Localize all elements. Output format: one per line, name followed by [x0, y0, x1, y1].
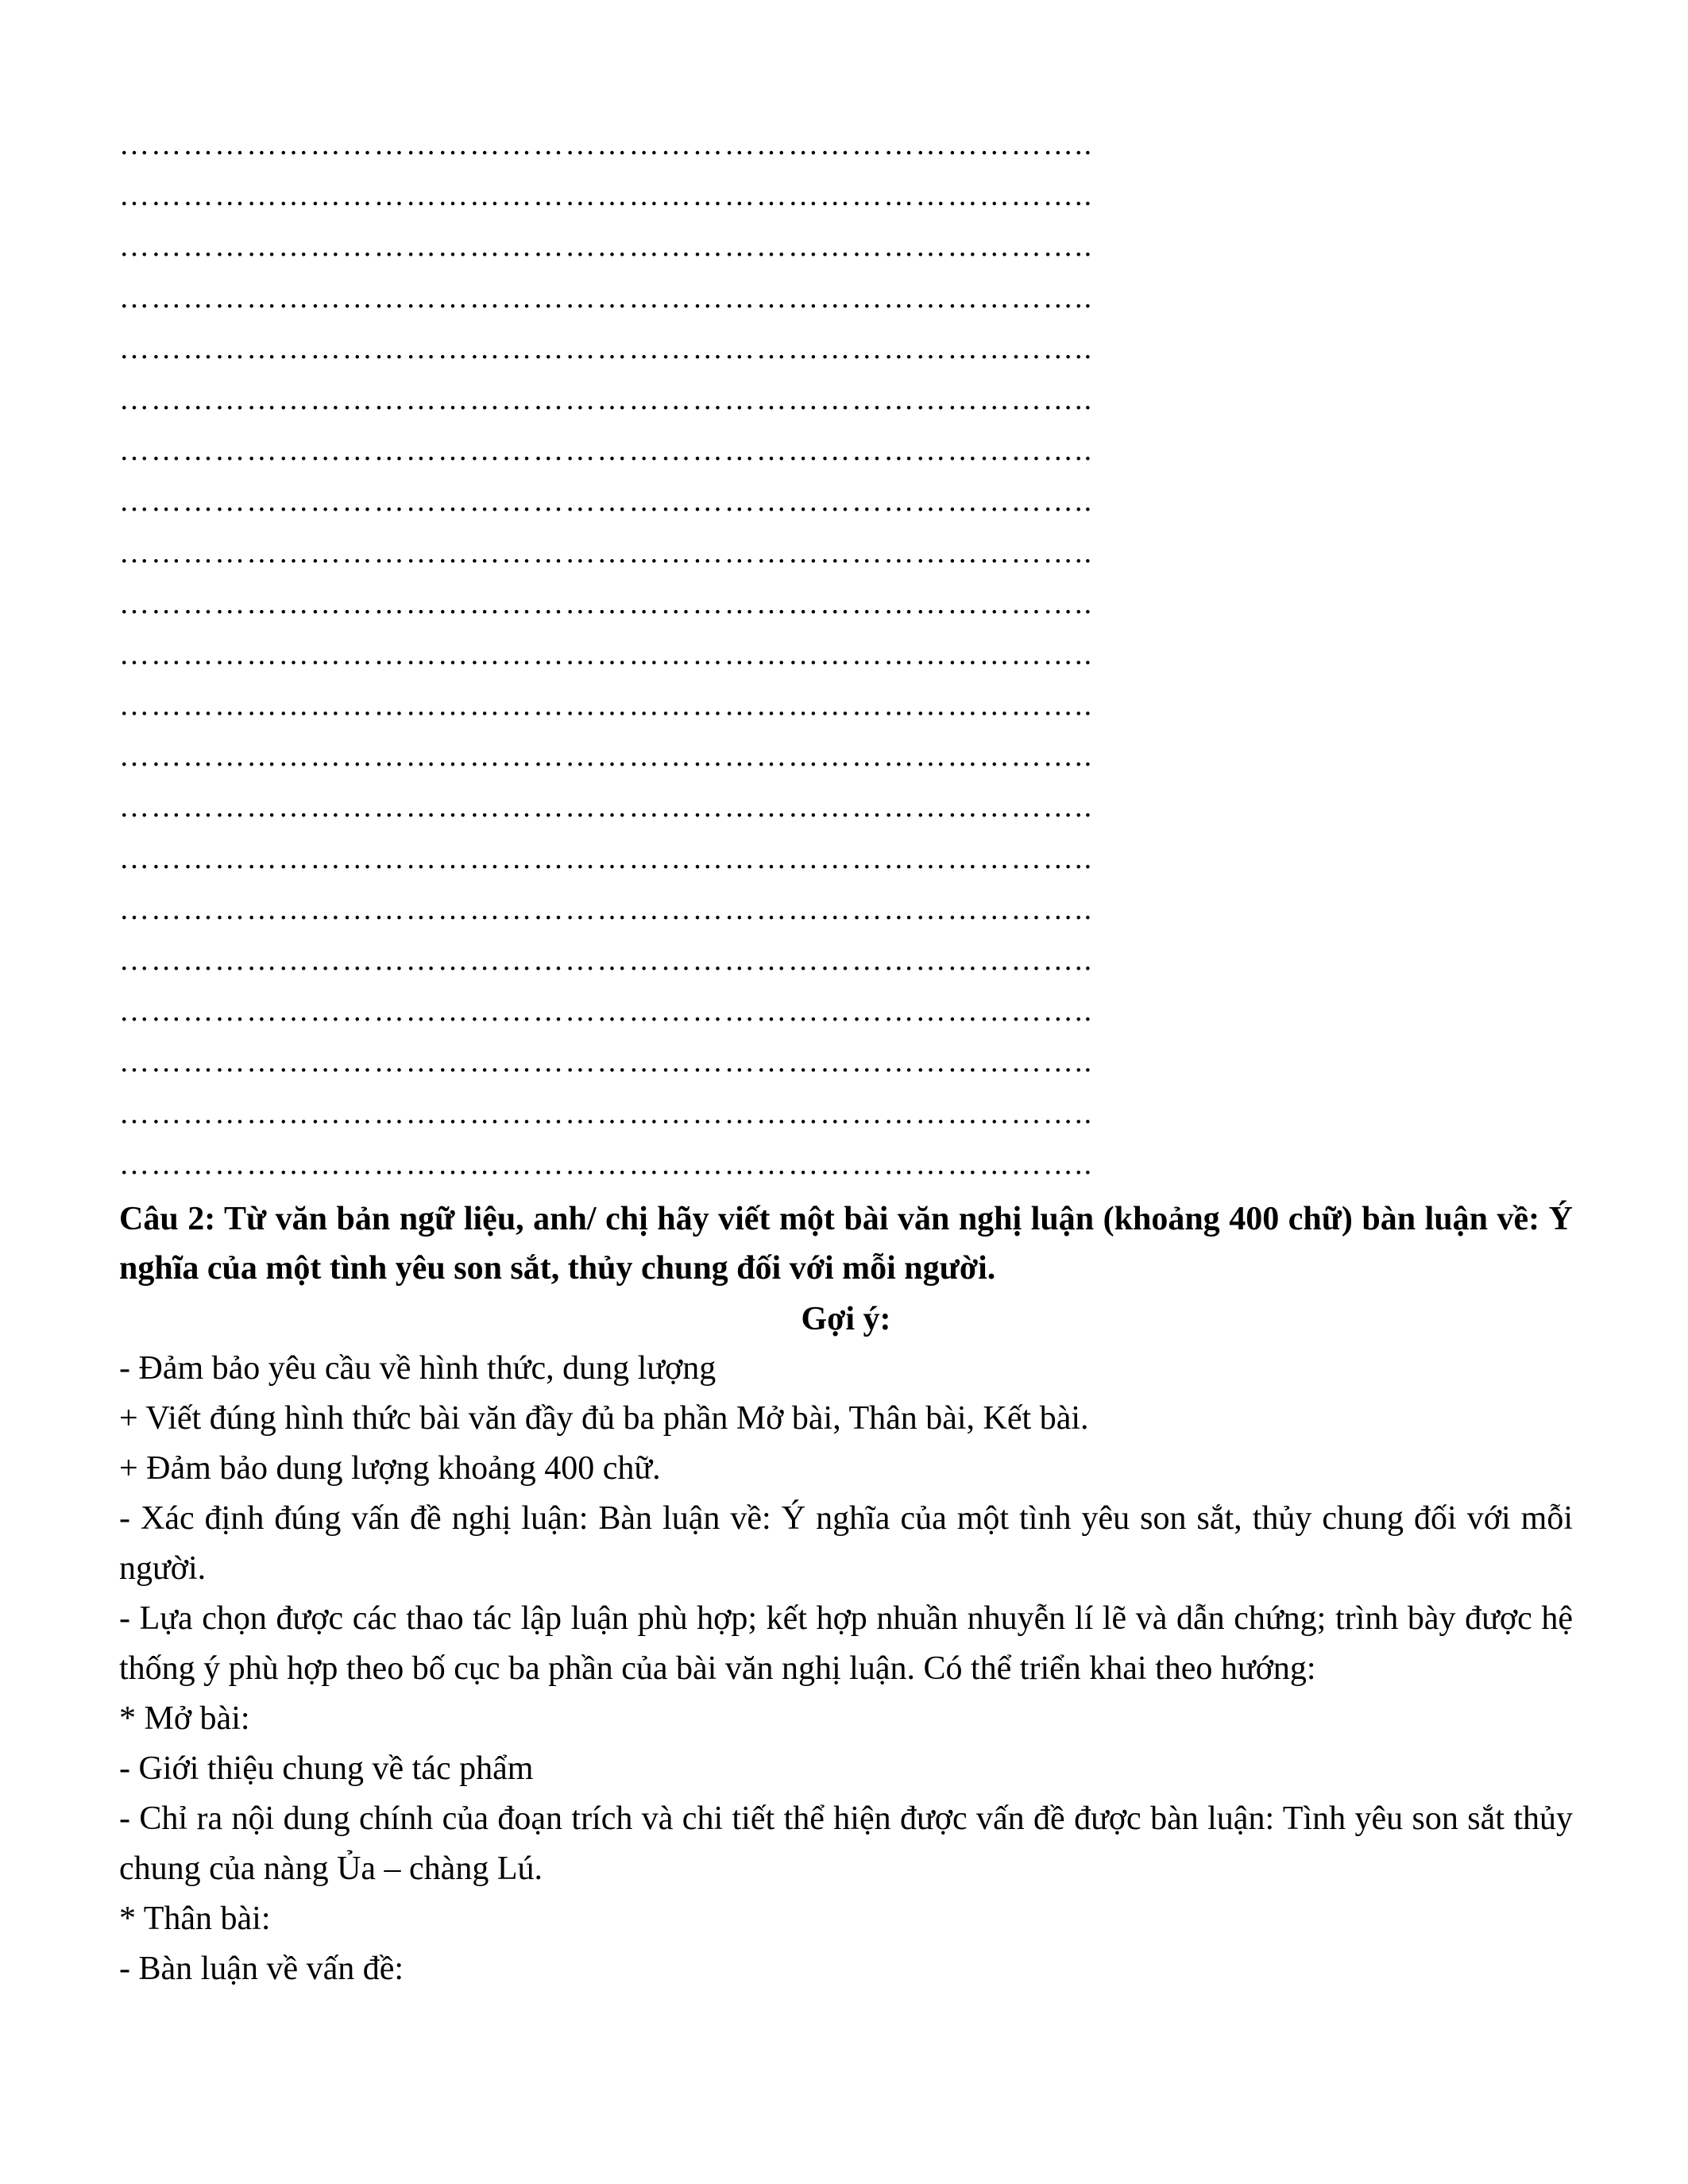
- dotted-line: ………………………………………………………………………………..: [119, 994, 1094, 1028]
- document-page: [119, 119, 1573, 1994]
- paragraph: - Giới thiệu chung về tác phẩm: [119, 1750, 534, 1787]
- answer-lines: [119, 119, 1573, 1190]
- paragraph: - Bàn luận về vấn đề:: [119, 1950, 404, 1987]
- dotted-line: ………………………………………………………………………………..: [119, 535, 1094, 569]
- dotted-line: ………………………………………………………………………………..: [119, 1045, 1094, 1079]
- question-heading: Câu 2: Từ văn bản ngữ liệu, anh/ chị hãy viết một bài văn nghị luận (khoảng 400 chữ) bàn luận về: Ý nghĩa của một tình yêu son sắt, thủy chung đối với mỗi người.: [119, 1200, 1573, 1287]
- dotted-line: ………………………………………………………………………………..: [119, 484, 1094, 519]
- dotted-line: ………………………………………………………………………………..: [119, 689, 1094, 723]
- dotted-line: ………………………………………………………………………………..: [119, 637, 1094, 671]
- dotted-line: ………………………………………………………………………………..: [119, 434, 1094, 468]
- dotted-line: ………………………………………………………………………………..: [119, 586, 1094, 620]
- hint-body: [119, 1344, 1573, 1994]
- dotted-line: ………………………………………………………………………………..: [119, 1147, 1094, 1181]
- dotted-line: ………………………………………………………………………………..: [119, 280, 1094, 314]
- paragraph: + Viết đúng hình thức bài văn đầy đủ ba phần Mở bài, Thân bài, Kết bài.: [119, 1399, 1089, 1437]
- paragraph: - Chỉ ra nội dung chính của đoạn trích và chi tiết thể hiện được vấn đề được bàn luận: Tình yêu son sắt thủy chung của nàng Ủa – chàng Lú.: [119, 1800, 1573, 1887]
- dotted-line: ………………………………………………………………………………..: [119, 382, 1094, 416]
- dotted-line: ………………………………………………………………………………..: [119, 790, 1094, 824]
- paragraph: + Đảm bảo dung lượng khoảng 400 chữ.: [119, 1449, 661, 1487]
- dotted-line: ………………………………………………………………………………..: [119, 230, 1094, 264]
- paragraph: - Lựa chọn được các thao tác lập luận phù hợp; kết hợp nhuần nhuyễn lí lẽ và dẫn chứng; trình bày được hệ thống ý phù hợp theo bố cục ba phần của bài văn nghị luận. Có thể triển khai theo hướng:: [119, 1599, 1573, 1687]
- paragraph: * Thân bài:: [119, 1900, 271, 1937]
- dotted-line: ………………………………………………………………………………..: [119, 841, 1094, 875]
- paragraph: - Xác định đúng vấn đề nghị luận: Bàn luận về: Ý nghĩa của một tình yêu son sắt, thủy chung đối với mỗi người.: [119, 1499, 1573, 1587]
- paragraph: * Mở bài:: [119, 1700, 250, 1737]
- hint-title: Gợi ý:: [801, 1300, 891, 1337]
- dotted-line: ………………………………………………………………………………..: [119, 943, 1094, 977]
- dotted-line: ………………………………………………………………………………..: [119, 128, 1094, 161]
- dotted-line: ………………………………………………………………………………..: [119, 892, 1094, 926]
- dotted-line: ………………………………………………………………………………..: [119, 739, 1094, 774]
- dotted-line: ………………………………………………………………………………..: [119, 179, 1094, 213]
- paragraph: - Đảm bảo yêu cầu về hình thức, dung lượng: [119, 1349, 717, 1387]
- dotted-line: ………………………………………………………………………………..: [119, 331, 1094, 365]
- dotted-line: ………………………………………………………………………………..: [119, 1096, 1094, 1130]
